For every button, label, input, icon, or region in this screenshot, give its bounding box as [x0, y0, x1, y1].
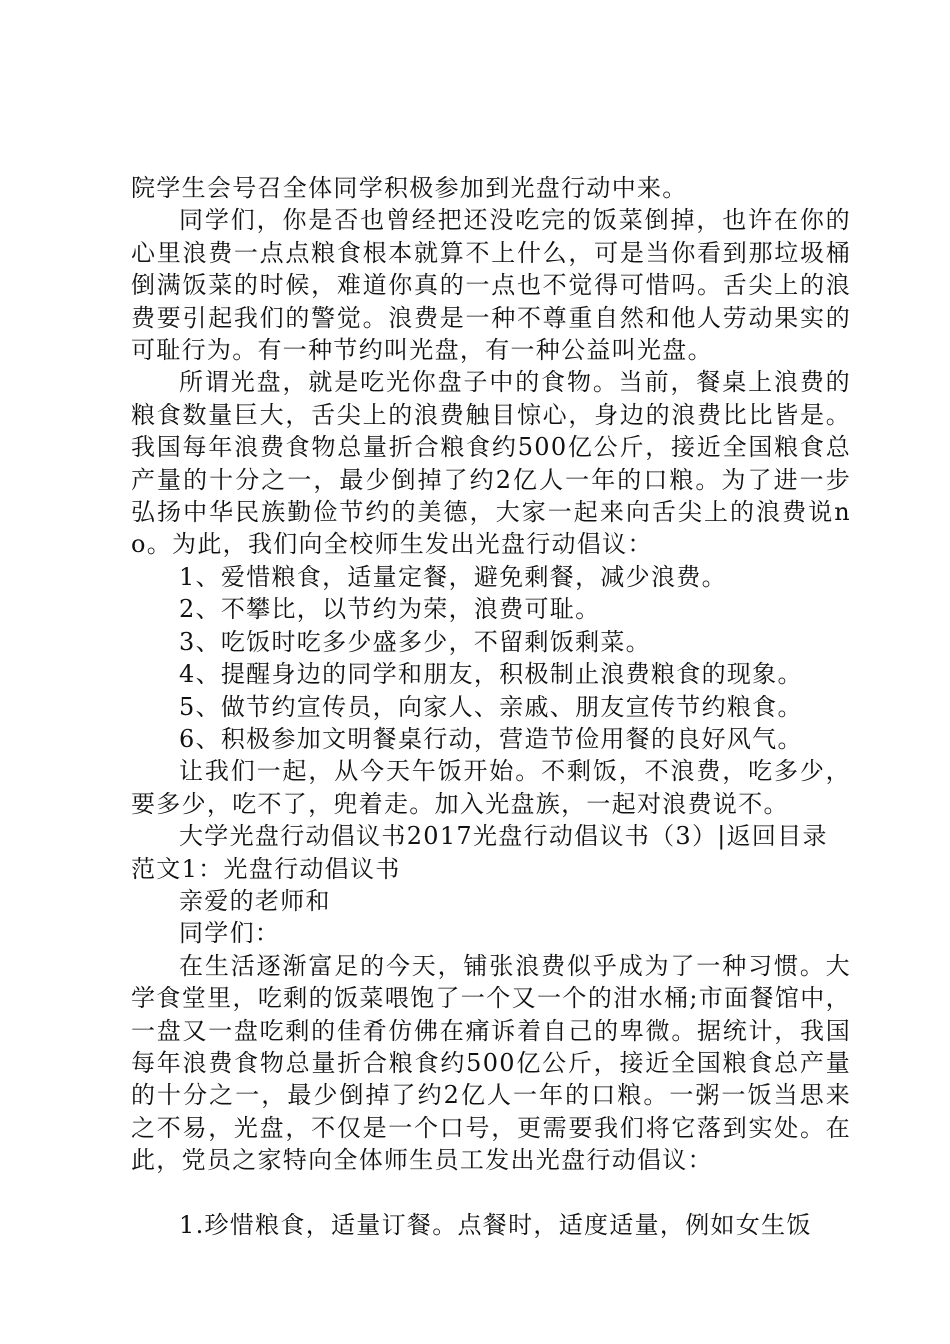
- salutation-line-1: 亲爱的老师和: [179, 886, 331, 915]
- section-link-line: 大学光盘行动倡议书2017光盘行动倡议书（3）|返回目录: [179, 822, 828, 851]
- paragraph-3: 所谓光盘，就是吃光你盘子中的食物。当前，餐桌上浪费的粮食数量巨大，舌尖上的浪费触目惊心，身边的浪费比比皆是。我国每年浪费食物总量折合粮食约500亿公斤，接近全国粮食总产量的十分之一，最少倒掉了约2亿人一年的口粮。为了进一步弘扬中华民族勤俭节约的美德，大家一起来向舌尖上的浪费说no。为此，我们向全校师生发出光盘行动倡议：: [131, 368, 851, 559]
- list-item-6: 6、积极参加文明餐桌行动，营造节俭用餐的良好风气。: [179, 724, 803, 753]
- list-item-1: 1、爱惜粮食，适量定餐，避免剩餐，减少浪费。: [179, 562, 727, 591]
- list-item-5: 5、做节约宣传员，向家人、亲戚、朋友宣传节约粮食。: [179, 692, 803, 721]
- list-item-3: 3、吃饭时吃多少盛多少，不留剩饭剩菜。: [179, 627, 651, 656]
- salutation-line-2: 同学们：: [179, 919, 281, 948]
- proposal-item-1: 1.珍惜粮食，适量订餐。点餐时，适度适量，例如女生饭: [179, 1210, 812, 1239]
- closing-paragraph: 让我们一起，从今天午饭开始。不剩饭，不浪费，吃多少，要多少，吃不了，兜着走。加入光盘族，一起对浪费说不。: [131, 757, 851, 818]
- paragraph-4: 在生活逐渐富足的今天，铺张浪费似乎成为了一种习惯。大学食堂里，吃剩的饭菜喂饱了一个又一个的泔水桶;市面餐馆中，一盘又一盘吃剩的佳肴仿佛在痛诉着自己的卑微。据统计，我国每年浪费食物总量折合粮食约500亿公斤，接近全国粮食总产量的十分之一，最少倒掉了约2亿人一年的口粮。一粥一饭当思来之不易，光盘，不仅是一个口号，更需要我们将它落到实处。在此，党员之家特向全体师生员工发出光盘行动倡议：: [131, 951, 851, 1175]
- paragraph-2: 同学们，你是否也曾经把还没吃完的饭菜倒掉，也许在你的心里浪费一点点粮食根本就算不上什么，可是当你看到那垃圾桶倒满饭菜的时候，难道你真的一点也不觉得可惜吗。舌尖上的浪费要引起我们的警觉。浪费是一种不尊重自然和他人劳动果实的可耻行为。有一种节约叫光盘，有一种公益叫光盘。: [131, 206, 851, 365]
- paragraph-1: 院学生会号召全体同学积极参加到光盘行动中来。: [131, 174, 688, 202]
- list-item-2: 2、不攀比，以节约为荣，浪费可耻。: [179, 595, 601, 624]
- section-title: 范文1：光盘行动倡议书: [131, 854, 401, 883]
- document-body: [131, 172, 851, 1241]
- list-item-4: 4、提醒身边的同学和朋友，积极制止浪费粮食的现象。: [179, 660, 803, 689]
